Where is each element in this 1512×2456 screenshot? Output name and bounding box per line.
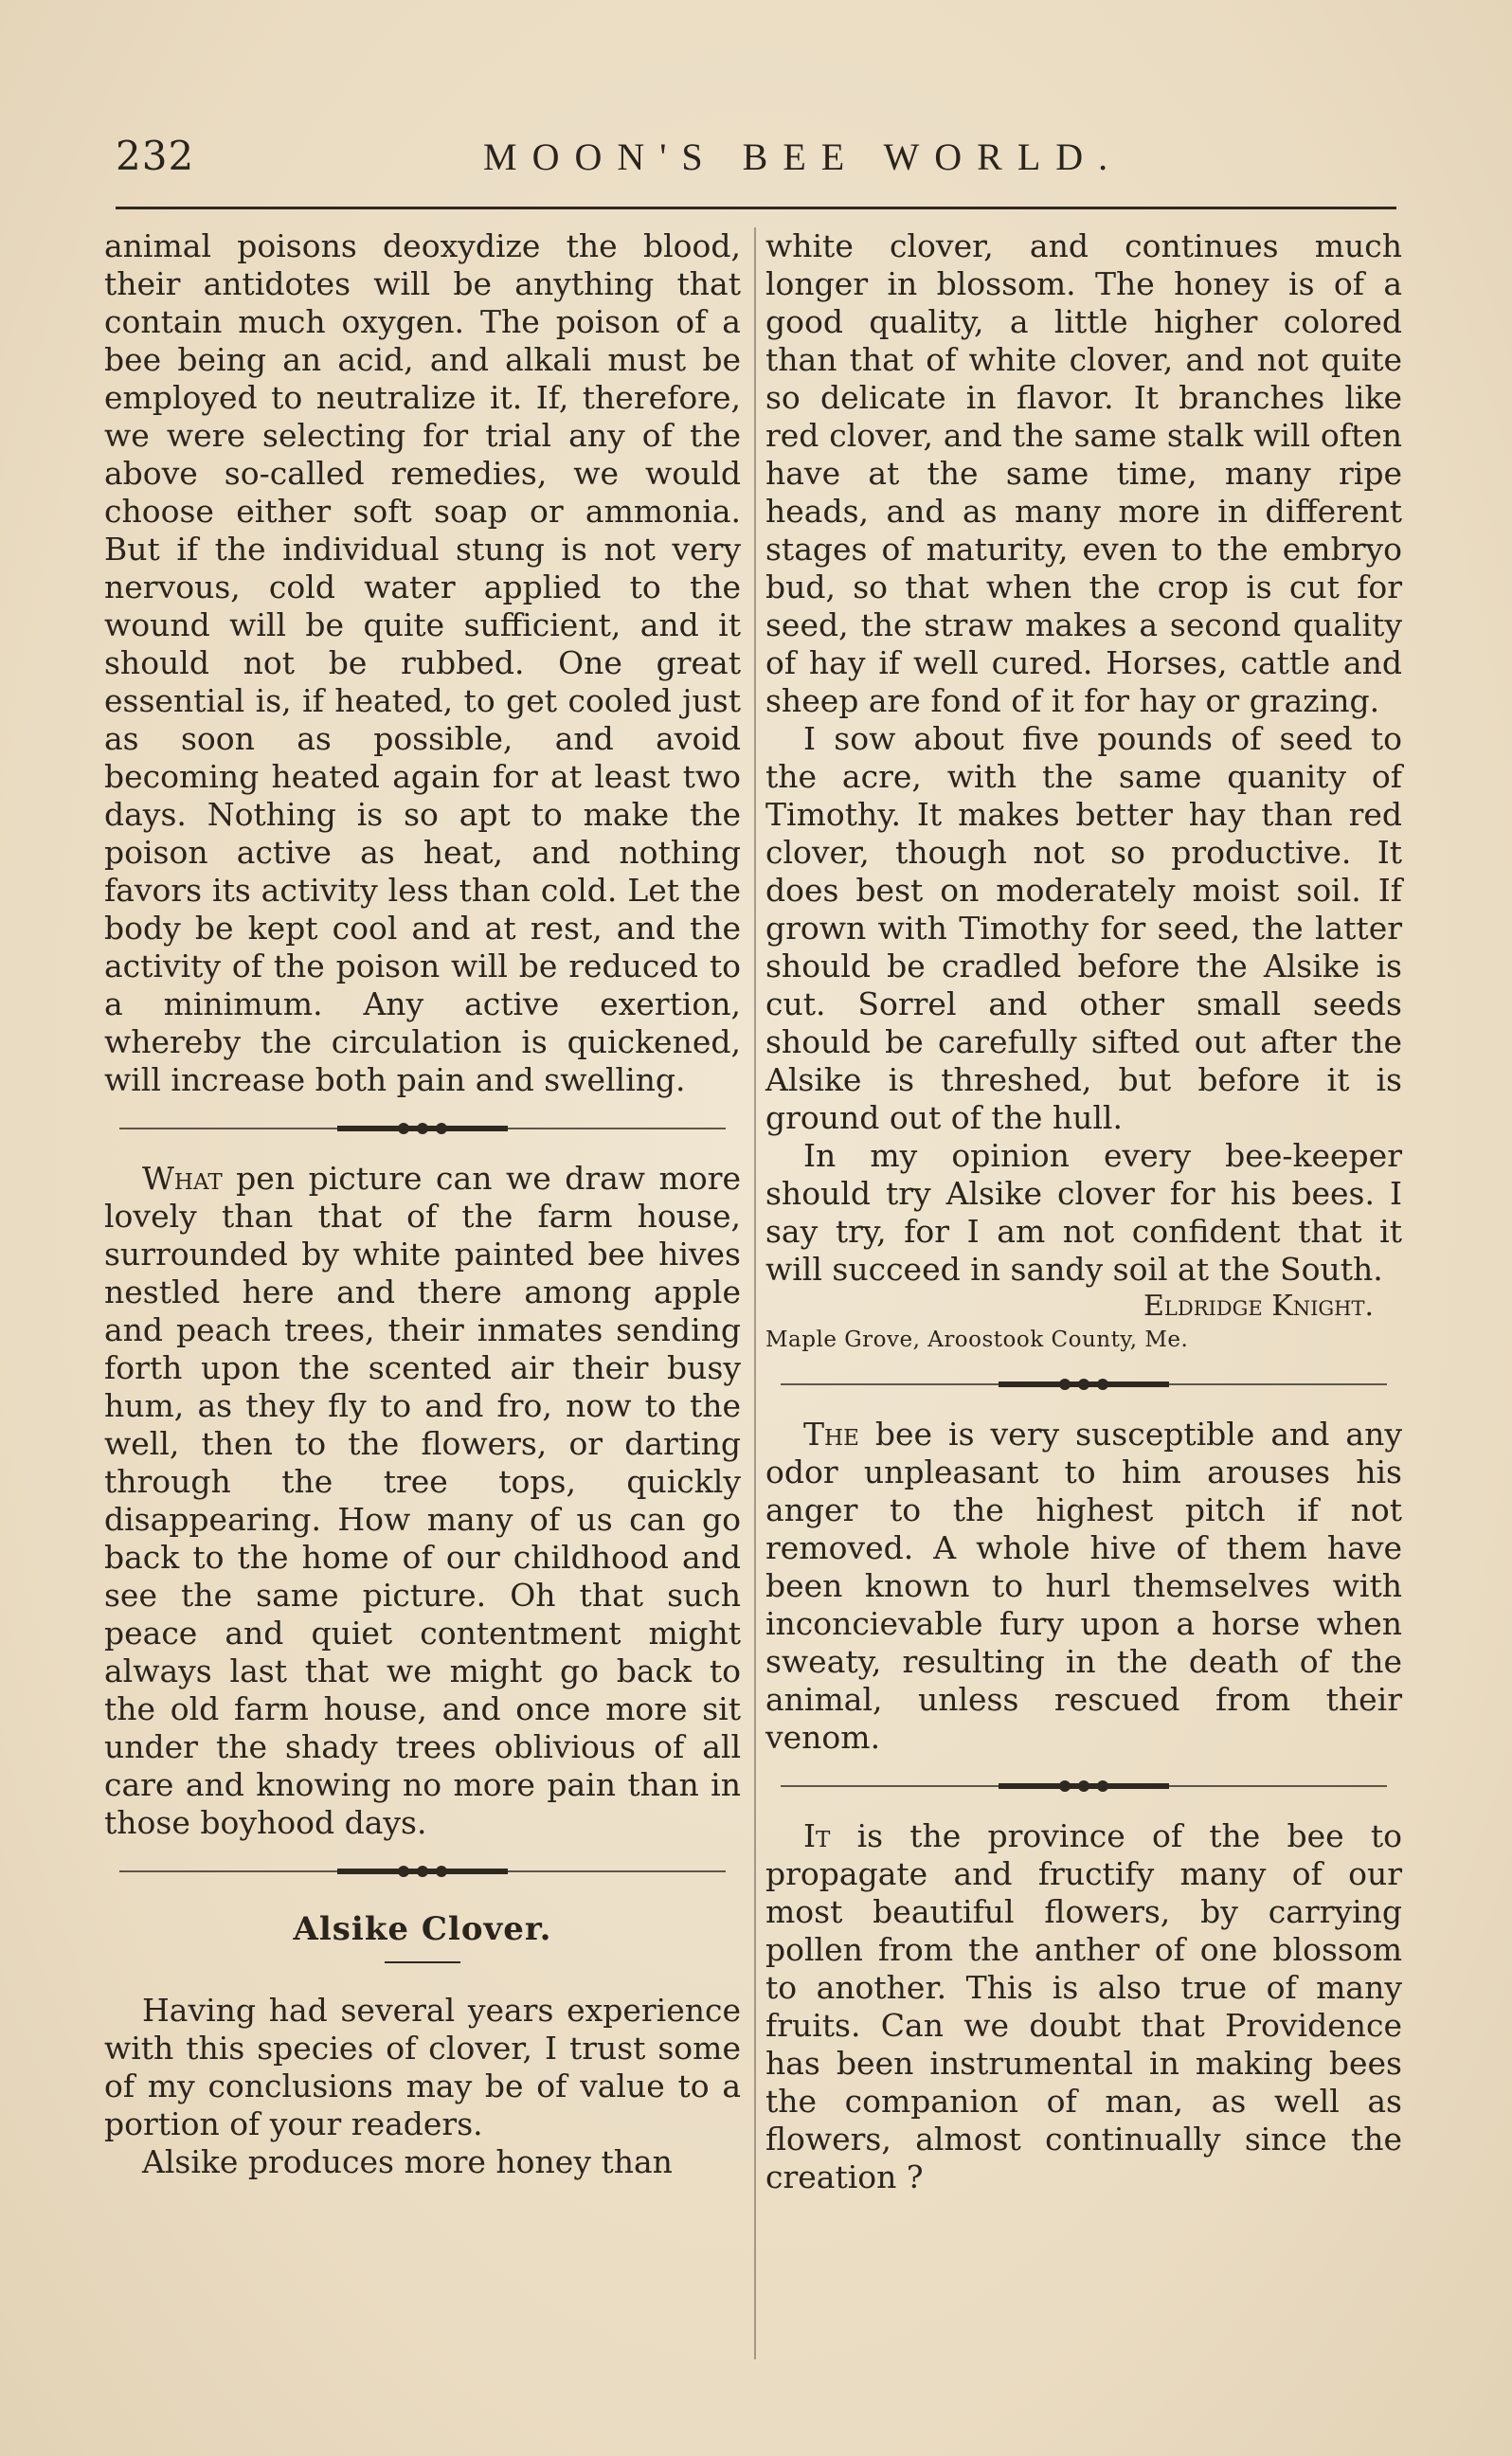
running-title: MOON'S BEE WORLD. xyxy=(483,135,1124,178)
paragraph-pollination xyxy=(765,1817,1402,2196)
right-column xyxy=(765,227,1402,2196)
author-signature: Eldridge Knight. xyxy=(1143,1290,1374,1323)
ornamental-separator xyxy=(104,1114,741,1143)
ornamental-separator xyxy=(104,1857,741,1886)
lead-word: The xyxy=(803,1416,859,1453)
header-rule xyxy=(116,207,1396,209)
title-rule xyxy=(385,1961,460,1963)
paragraph-alsike-honey: Alsike produces more honey than xyxy=(142,2143,673,2180)
paragraph-white-clover: white clover, and continues much longer in blossom. The honey is of a good quality, a little higher colored than that of white clover, and not quite so delicate in flavor. It branches like red clover, and the same stalk will often have at the same time, many ripe heads, and as many more in different stages of maturity, even to the embryo bud, so that when the crop is cut for seed, the straw makes a second quality of hay if well cured. Horses, cattle and sheep are fond of it for hay or grazing. xyxy=(765,227,1402,719)
paragraph-alsike-intro: Having had several years experience with this species of clover, I trust some of my conclusions may be of value to a portion of your readers. xyxy=(104,1992,741,2142)
paragraph-text: bee is very susceptible and any odor unpleasant to him arouses his anger to the highest pitch if not removed. A whole hive of them have been known to hurl themselves with inconcievable fury upon a horse when sweaty, resulting in the death of the animal, unless rescued from their venom. xyxy=(765,1416,1402,1756)
paragraph-opinion: In my opinion every bee-keeper should try Alsike clover for his bees. I say try, for I am not confident that it will succeed in sandy soil at the South. xyxy=(765,1137,1402,1288)
ornamental-separator xyxy=(765,1370,1402,1399)
column-divider xyxy=(754,227,756,2359)
paragraph-bee-odor xyxy=(765,1416,1402,1757)
paragraph-farm-house xyxy=(104,1160,741,1842)
paragraph-text: is the province of the bee to propagate and fructify many of our most beautiful flowers, by carrying pollen from the anther of one blossom to another. This is also true of many fruits. Can we doubt that Providence has been instrumental in making bees the companion of man, as well as flowers, almost continually since the creation ? xyxy=(765,1817,1402,2195)
ornamental-separator xyxy=(765,1772,1402,1800)
author-location: Maple Grove, Aroostook County, Me. xyxy=(765,1327,1189,1352)
left-column xyxy=(104,227,741,2181)
article-title: Alsike Clover. xyxy=(293,1910,552,1948)
paragraph-text: pen picture can we draw more lovely than that of the farm house, surrounded by white painted bee hives nestled here and there among apple and peach trees, their inmates sending forth upon the scented air their busy hum, as they fly to and fro, now to the well, then to the flowers, or darting through the tree tops, quickly disappearing. How many of us can go back to the home of our childhood and see the same picture. Oh that such peace and quiet contentment might always last that we might go back to the old farm house, and once more sit under the shady trees oblivious of all care and knowing no more pain than in those boyhood days. xyxy=(104,1160,741,1841)
lead-word: What xyxy=(142,1160,223,1197)
paragraph-sowing: I sow about five pounds of seed to the acre, with the same quanity of Timothy. It makes better hay than red clover, though not so productive. It does best on moderately moist soil. If grown with Timothy for seed, the latter should be cradled before the Alsike is cut. Sorrel and other small seeds should be carefully sifted out after the Alsike is threshed, but before it is ground out of the hull. xyxy=(765,720,1402,1136)
paragraph-antidotes: animal poisons deoxydize the blood, their antidotes will be anything that contain much oxygen. The poison of a bee being an acid, and alkali must be employed to neutralize it. If, therefore, we were selecting for trial any of the above so-called remedies, we would choose either soft soap or ammonia. But if the individual stung is not very nervous, cold water applied to the wound will be quite sufficient, and it should not be rubbed. One great essential is, if heated, to get cooled just as soon as possible, and avoid becoming heated again for at least two days. Nothing is so apt to make the poison active as heat, and nothing favors its activity less than cold. Let the body be kept cool and at rest, and the activity of the poison will be reduced to a minimum. Any active exertion, whereby the circulation is quickened, will increase both pain and swelling. xyxy=(104,227,741,1098)
lead-word: It xyxy=(803,1817,831,1854)
page-number: 232 xyxy=(116,133,195,179)
page-header xyxy=(0,133,1512,190)
